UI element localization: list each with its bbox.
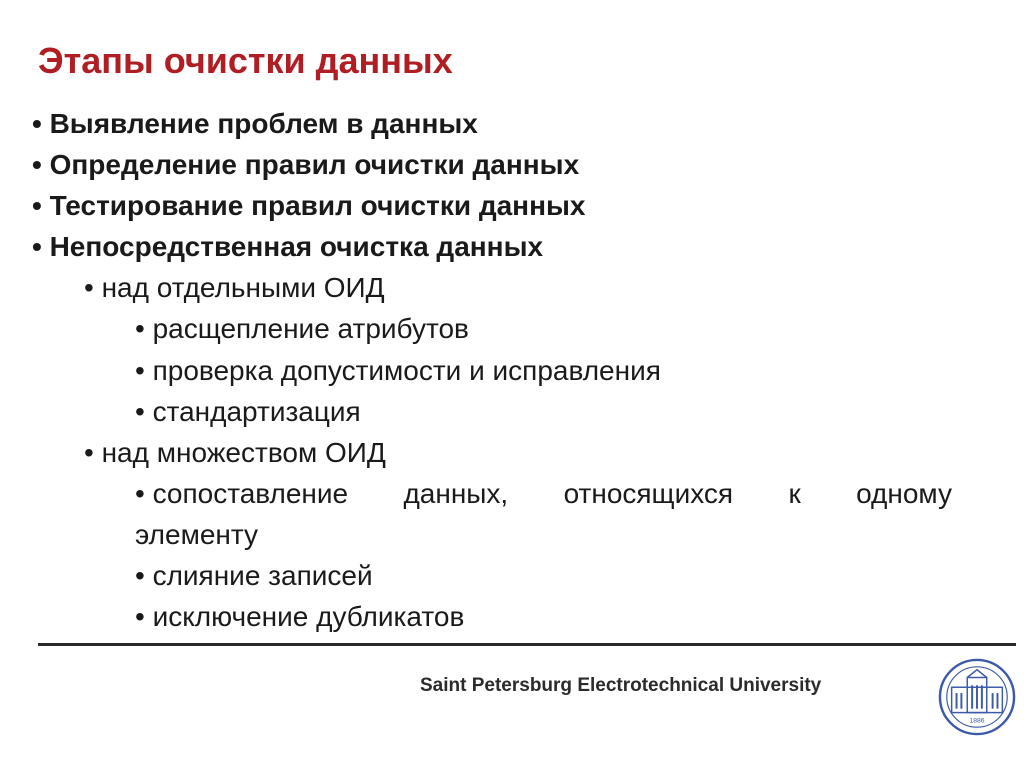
- sub-list-item: • стандартизация: [135, 396, 361, 427]
- logo-year: 1886: [969, 717, 985, 725]
- list-item: • Определение правил очистки данных: [32, 149, 580, 180]
- word: данных,: [403, 478, 509, 509]
- word: к: [788, 478, 801, 509]
- list-item: • Тестирование правил очистки данных: [32, 190, 586, 221]
- list-item: • Выявление проблем в данных: [32, 108, 478, 139]
- sub-list-item: • проверка допустимости и исправления: [135, 355, 661, 386]
- word: • сопоставление: [135, 478, 349, 509]
- sub-list-item: • расщепление атрибутов: [135, 313, 469, 344]
- sub-list-heading: • над множеством ОИД: [84, 437, 386, 468]
- word: одному: [856, 478, 952, 509]
- word: относящихся: [563, 478, 734, 509]
- university-name: Saint Petersburg Electrotechnical University: [420, 675, 822, 696]
- slide-title: Этапы очистки данных: [38, 40, 453, 81]
- university-logo: [938, 658, 1016, 736]
- sub-list-item-continuation: элементу: [135, 519, 259, 550]
- footer-divider: [38, 643, 1016, 646]
- sub-list-item: • слияние записей: [135, 560, 373, 591]
- sub-list-heading: • над отдельными ОИД: [84, 272, 385, 303]
- list-item: • Непосредственная очистка данных: [32, 231, 544, 262]
- sub-list-item-justified: [135, 478, 952, 510]
- sub-list-item: • исключение дубликатов: [135, 601, 465, 632]
